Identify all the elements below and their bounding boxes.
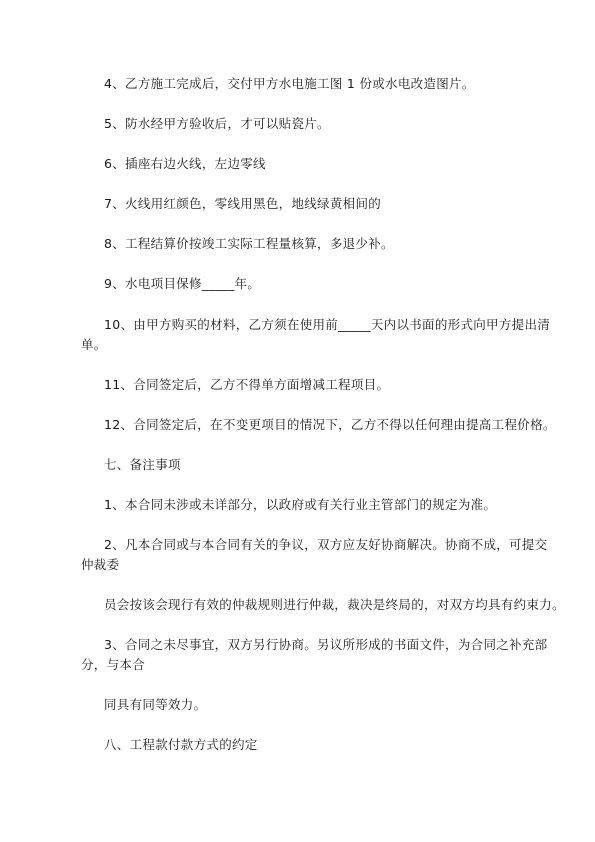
text-line-clause-6: 6、插座右边火线，左边零线 (104, 156, 266, 171)
text-line-clause-5: 5、防水经甲方验收后，才可以贴瓷片。 (104, 116, 330, 131)
text-line-clause-12: 12、合同签定后，在不变更项目的情况下，乙方不得以任何理由提高工程价格。 (104, 417, 556, 432)
text-line-clause-7: 7、火线用红颜色，零线用黑色，地线绿黄相间的 (104, 196, 382, 211)
text-line-remark-2: 2、凡本合同或与本合同有关的争议，双方应友好协商解决。协商不成，可提交 (104, 537, 548, 552)
text-line-clause-10: 10、由甲方购买的材料，乙方须在使用前_____天内以书面的形式向甲方提出清 (104, 317, 551, 332)
text-line-remark-3-cont2: 同具有同等效力。 (104, 697, 207, 712)
text-line-remark-2-cont2: 员会按该会现行有效的仲裁规则进行仲裁，裁决是终局的，对双方均具有约束力。 (104, 597, 565, 612)
section-heading-payment: 八、工程款付款方式的约定 (104, 737, 258, 752)
text-line-remark-3: 3、合同之未尽事宜，双方另行协商。另议所形成的书面文件，为合同之补充部 (104, 637, 548, 652)
text-line-clause-9: 9、水电项目保修_____年。 (104, 276, 261, 291)
text-line-clause-4: 4、乙方施工完成后，交付甲方水电施工图 1 份或水电改造图片。 (104, 76, 475, 91)
text-line-remark-2-cont: 仲裁委 (81, 557, 120, 572)
text-line-clause-10-cont: 单。 (81, 337, 107, 352)
text-line-remark-3-cont: 分，与本合 (81, 657, 146, 672)
section-heading-remarks: 七、备注事项 (104, 457, 181, 472)
text-line-clause-8: 8、工程结算价按竣工实际工程量核算，多退少补。 (104, 236, 394, 251)
text-line-remark-1: 1、本合同未涉或未详部分，以政府或有关行业主管部门的规定为准。 (104, 497, 497, 512)
text-line-clause-11: 11、合同签定后，乙方不得单方面增减工程项目。 (104, 377, 390, 392)
